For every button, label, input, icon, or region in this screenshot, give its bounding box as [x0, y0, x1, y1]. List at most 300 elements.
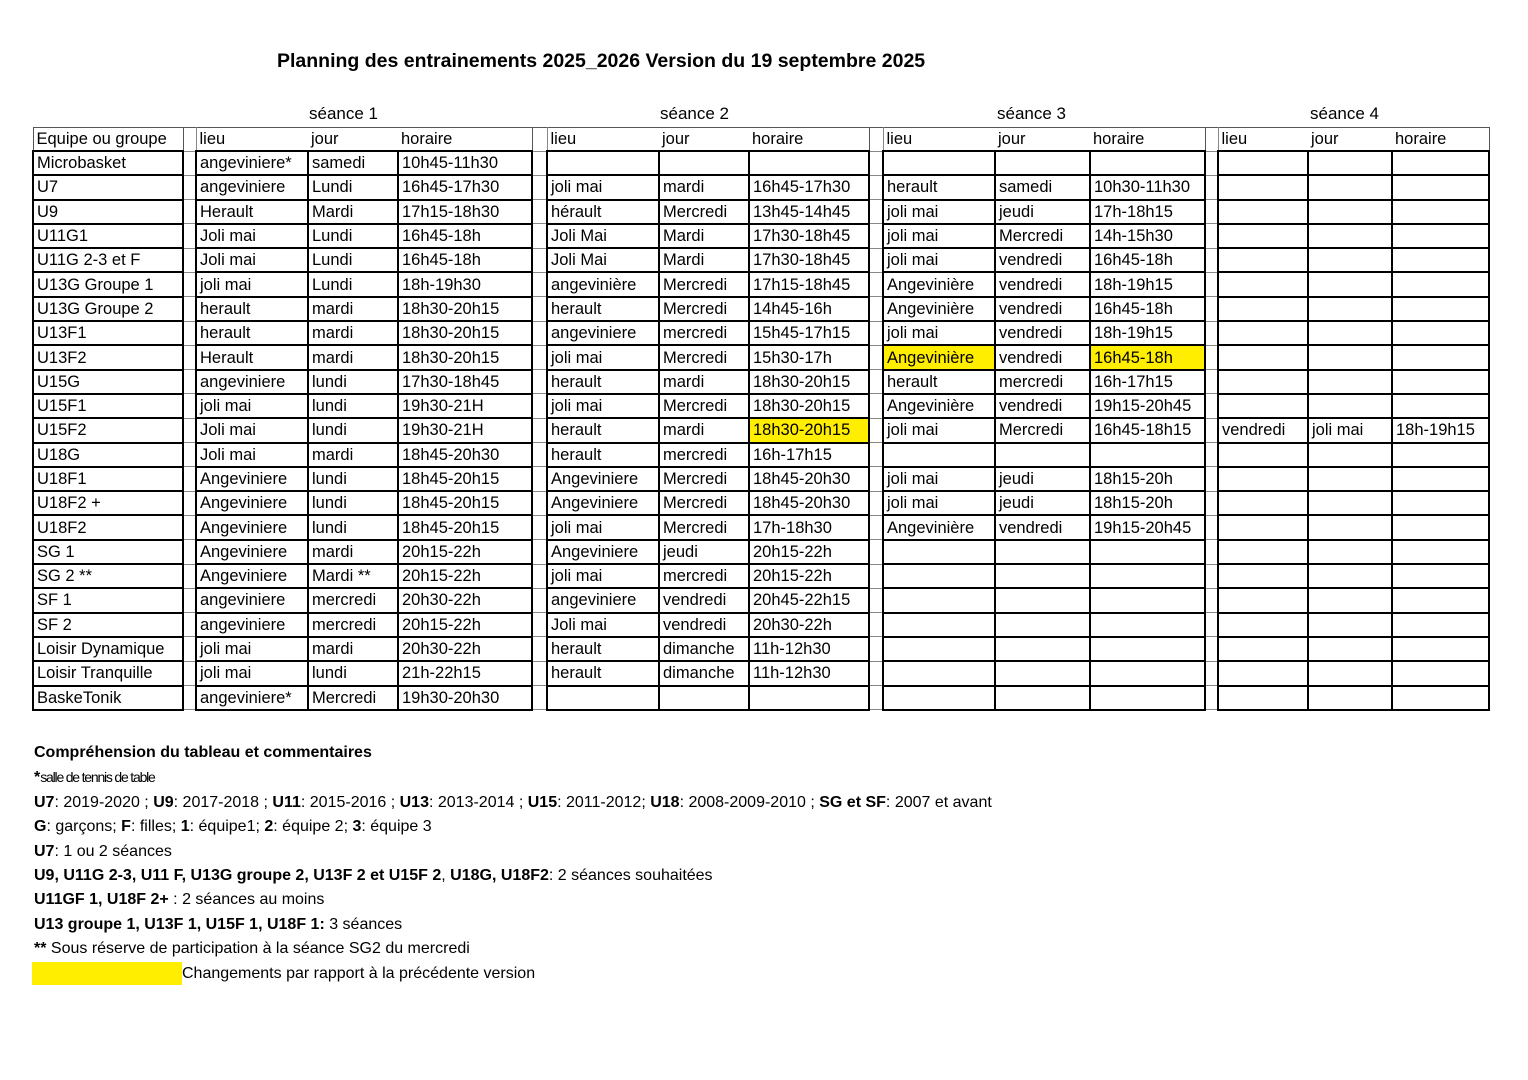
cell-s1-jour: lundi [308, 515, 398, 539]
cell-s3-jour: vendredi [995, 345, 1090, 369]
cell-s3-lieu: joli mai [883, 224, 995, 248]
cell-s2-horaire: 17h30-18h45 [749, 248, 869, 272]
cell-s1-lieu: angeviniere [196, 613, 308, 637]
cell-s3-jour: vendredi [995, 272, 1090, 296]
cell-s1-lieu: angeviniere [196, 588, 308, 612]
cell-s1-lieu: Joli mai [196, 418, 308, 442]
cell-s4-horaire [1392, 224, 1489, 248]
column-separator [1205, 564, 1218, 588]
note-label: G [34, 818, 47, 836]
column-separator [869, 637, 883, 661]
column-separator [532, 540, 547, 564]
cell-s2-lieu: joli mai [547, 564, 659, 588]
cell-s4-jour: joli mai [1308, 418, 1392, 442]
column-separator [532, 151, 547, 175]
column-separator [869, 128, 883, 152]
cell-s2-horaire: 17h15-18h45 [749, 272, 869, 296]
cell-equipe: U18F2 + [33, 491, 183, 515]
column-separator [1205, 272, 1218, 296]
cell-s1-lieu: angeviniere [196, 175, 308, 199]
cell-s3-lieu: herault [883, 370, 995, 394]
cell-s3-lieu: joli mai [883, 491, 995, 515]
cell-s4-jour [1308, 467, 1392, 491]
cell-s2-jour: Mercredi [659, 345, 749, 369]
cell-s4-lieu [1218, 200, 1308, 224]
note-text: , [441, 867, 451, 885]
cell-s4-lieu [1218, 443, 1308, 467]
cell-s2-lieu: hérault [547, 200, 659, 224]
cell-s2-lieu: herault [547, 370, 659, 394]
cell-s2-jour [659, 686, 749, 710]
cell-s4-lieu [1218, 151, 1308, 175]
column-separator [183, 661, 196, 685]
column-separator [1205, 394, 1218, 418]
cell-equipe: U13G Groupe 1 [33, 272, 183, 296]
cell-s3-jour: Mercredi [995, 224, 1090, 248]
column-separator [532, 200, 547, 224]
column-separator [1205, 540, 1218, 564]
cell-s2-horaire: 20h30-22h [749, 613, 869, 637]
column-separator [1205, 248, 1218, 272]
cell-s3-lieu [883, 540, 995, 564]
header-jour: jour [659, 128, 749, 152]
cell-equipe: U13G Groupe 2 [33, 297, 183, 321]
table-row [33, 175, 1489, 199]
column-separator [183, 564, 196, 588]
column-separator [532, 224, 547, 248]
cell-s4-jour [1308, 491, 1392, 515]
cell-s4-jour [1308, 272, 1392, 296]
cell-s1-horaire: 20h30-22h [398, 588, 532, 612]
cell-s2-horaire: 14h45-16h [749, 297, 869, 321]
cell-s4-horaire [1392, 491, 1489, 515]
column-separator [869, 686, 883, 710]
cell-equipe: U9 [33, 200, 183, 224]
cell-s1-horaire: 21h-22h15 [398, 661, 532, 685]
header-lieu: lieu [196, 128, 308, 152]
table-row [33, 418, 1489, 442]
cell-s1-horaire: 10h45-11h30 [398, 151, 532, 175]
cell-equipe: SF 1 [33, 588, 183, 612]
cell-s3-horaire: 14h-15h30 [1090, 224, 1205, 248]
note-text: : 2011-2012; [557, 793, 651, 811]
cell-s4-horaire [1392, 686, 1489, 710]
cell-s4-horaire [1392, 321, 1489, 345]
column-separator [1205, 128, 1218, 152]
table-row [33, 443, 1489, 467]
cell-s2-jour: Mercredi [659, 272, 749, 296]
cell-s4-lieu [1218, 297, 1308, 321]
cell-s2-horaire: 11h-12h30 [749, 661, 869, 685]
table-row [33, 637, 1489, 661]
cell-s2-jour: Mercredi [659, 515, 749, 539]
cell-s1-horaire: 19h30-20h30 [398, 686, 532, 710]
note-label: U18G, U18F2 [450, 867, 549, 885]
cell-s3-horaire: 16h45-18h [1090, 248, 1205, 272]
cell-equipe: U15G [33, 370, 183, 394]
cell-s2-horaire: 18h30-20h15 [749, 370, 869, 394]
column-separator [532, 661, 547, 685]
cell-s3-horaire [1090, 637, 1205, 661]
cell-s1-jour: Lundi [308, 224, 398, 248]
cell-s1-jour: lundi [308, 467, 398, 491]
header-horaire: horaire [1090, 128, 1205, 152]
cell-equipe: BaskeTonik [33, 686, 183, 710]
cell-s2-lieu: angeviniere [547, 588, 659, 612]
column-separator [183, 224, 196, 248]
cell-s1-horaire: 18h30-20h15 [398, 345, 532, 369]
cell-s4-horaire [1392, 175, 1489, 199]
cell-s1-jour: mardi [308, 345, 398, 369]
cell-s4-jour [1308, 345, 1392, 369]
document-title: Planning des entrainements 2025_2026 Version du 19 septembre 2025 [277, 50, 926, 72]
column-separator [1205, 345, 1218, 369]
cell-s2-horaire [749, 151, 869, 175]
note-text: : 2 séances souhaitées [548, 867, 713, 885]
cell-equipe: U13F2 [33, 345, 183, 369]
note-label: U11 [272, 793, 301, 811]
cell-s3-horaire: 18h-19h15 [1090, 321, 1205, 345]
note-text: : filles; [130, 818, 181, 836]
column-separator [532, 248, 547, 272]
cell-s3-lieu [883, 637, 995, 661]
cell-s3-lieu [883, 613, 995, 637]
cell-s4-lieu [1218, 564, 1308, 588]
column-separator [532, 175, 547, 199]
cell-s3-horaire: 18h-19h15 [1090, 272, 1205, 296]
cell-s1-lieu: angeviniere* [196, 151, 308, 175]
header-equipe: Equipe ou groupe [33, 128, 183, 152]
cell-equipe: U15F1 [33, 394, 183, 418]
header-lieu: lieu [883, 128, 995, 152]
cell-s4-lieu [1218, 588, 1308, 612]
cell-s3-jour: Mercredi [995, 418, 1090, 442]
note-text: : 2013-2014 ; [428, 793, 528, 811]
cell-s4-jour [1308, 248, 1392, 272]
cell-s1-lieu: herault [196, 297, 308, 321]
table-row [33, 321, 1489, 345]
column-separator [532, 686, 547, 710]
table-row [33, 686, 1489, 710]
column-separator [1205, 224, 1218, 248]
cell-s1-horaire: 20h15-22h [398, 564, 532, 588]
cell-s2-lieu: herault [547, 661, 659, 685]
cell-s3-horaire: 16h45-18h15 [1090, 418, 1205, 442]
note-text: : 2017-2018 ; [173, 793, 273, 811]
cell-s2-horaire: 13h45-14h45 [749, 200, 869, 224]
cell-s2-horaire: 20h45-22h15 [749, 588, 869, 612]
note-label: 2 [264, 818, 274, 836]
cell-s4-lieu [1218, 175, 1308, 199]
header-horaire: horaire [1392, 128, 1489, 152]
cell-s3-horaire [1090, 564, 1205, 588]
cell-s3-jour [995, 588, 1090, 612]
cell-s4-horaire [1392, 200, 1489, 224]
note-label: U13 [399, 793, 429, 811]
cell-s4-horaire [1392, 564, 1489, 588]
cell-s3-lieu [883, 151, 995, 175]
cell-s3-jour [995, 661, 1090, 685]
cell-s1-horaire: 16h45-18h [398, 224, 532, 248]
column-separator [183, 200, 196, 224]
cell-s2-jour: mardi [659, 418, 749, 442]
cell-s1-lieu: Angeviniere [196, 564, 308, 588]
cell-s2-jour: Mercredi [659, 200, 749, 224]
cell-s1-jour: mardi [308, 540, 398, 564]
note-text: : équipe 2; [273, 818, 353, 836]
cell-s4-horaire [1392, 443, 1489, 467]
note-text: : équipe1; [189, 818, 265, 836]
note-label: U11GF 1, U18F 2+ [34, 891, 169, 909]
column-separator [1205, 200, 1218, 224]
cell-s2-jour: Mardi [659, 248, 749, 272]
column-separator [1205, 418, 1218, 442]
cell-equipe: SF 2 [33, 613, 183, 637]
cell-equipe: Microbasket [33, 151, 183, 175]
cell-s2-jour: mardi [659, 175, 749, 199]
cell-s3-lieu [883, 588, 995, 612]
cell-s1-lieu: joli mai [196, 394, 308, 418]
note-text: : garçons; [46, 818, 122, 836]
cell-s1-lieu: Angeviniere [196, 467, 308, 491]
column-separator [1205, 491, 1218, 515]
cell-s3-horaire [1090, 686, 1205, 710]
cell-s4-horaire [1392, 248, 1489, 272]
cell-s3-horaire: 10h30-11h30 [1090, 175, 1205, 199]
cell-s3-horaire: 16h45-18h [1090, 297, 1205, 321]
header-jour: jour [995, 128, 1090, 152]
u7-note [34, 840, 992, 864]
note-label: U9 [153, 793, 174, 811]
cell-equipe: U7 [33, 175, 183, 199]
seance-4-label: séance 4 [1310, 104, 1379, 123]
cell-s3-horaire [1090, 151, 1205, 175]
age-categories-note [34, 791, 992, 815]
cell-s2-lieu: joli mai [547, 515, 659, 539]
note-label: 3 [352, 818, 362, 836]
cell-s3-jour [995, 443, 1090, 467]
cell-s2-jour: jeudi [659, 540, 749, 564]
note-label: U18 [650, 793, 680, 811]
column-separator [532, 297, 547, 321]
header-horaire: horaire [749, 128, 869, 152]
cell-s4-horaire [1392, 540, 1489, 564]
cell-s1-lieu: Herault [196, 345, 308, 369]
column-separator [1205, 297, 1218, 321]
cell-s1-jour: Mardi ** [308, 564, 398, 588]
column-separator [869, 175, 883, 199]
column-separator [1205, 175, 1218, 199]
column-separator [869, 224, 883, 248]
cell-s2-lieu: herault [547, 297, 659, 321]
cell-s2-horaire: 15h30-17h [749, 345, 869, 369]
cell-s3-lieu [883, 443, 995, 467]
cell-s4-lieu [1218, 686, 1308, 710]
cell-s3-jour: mercredi [995, 370, 1090, 394]
note-text: : équipe 3 [361, 818, 432, 836]
cell-s2-jour [659, 151, 749, 175]
cell-s4-horaire [1392, 151, 1489, 175]
cell-s1-horaire: 18h45-20h30 [398, 443, 532, 467]
cell-s4-jour [1308, 540, 1392, 564]
column-separator [183, 588, 196, 612]
cell-s2-jour: dimanche [659, 661, 749, 685]
header-lieu: lieu [547, 128, 659, 152]
column-separator [183, 128, 196, 152]
cell-s4-lieu [1218, 613, 1308, 637]
legend-text: Changements par rapport à la précédente version [182, 964, 536, 982]
note-label: U7 [34, 842, 55, 860]
cell-s4-horaire [1392, 345, 1489, 369]
seance-2-label: séance 2 [660, 104, 729, 123]
column-separator [532, 637, 547, 661]
cell-s2-jour: Mercredi [659, 491, 749, 515]
cell-s1-jour: Lundi [308, 175, 398, 199]
cell-s1-horaire: 16h45-17h30 [398, 175, 532, 199]
cell-s3-jour [995, 151, 1090, 175]
cell-s1-jour: lundi [308, 394, 398, 418]
column-separator [1205, 637, 1218, 661]
cell-s2-jour: mardi [659, 370, 749, 394]
cell-s3-lieu: herault [883, 175, 995, 199]
column-separator [183, 394, 196, 418]
cell-s2-jour: mercredi [659, 321, 749, 345]
column-separator [183, 321, 196, 345]
cell-s1-horaire: 18h45-20h15 [398, 491, 532, 515]
cell-equipe: U11G1 [33, 224, 183, 248]
cell-s4-lieu [1218, 661, 1308, 685]
note-label: F [121, 818, 131, 836]
cell-s4-jour [1308, 443, 1392, 467]
column-separator [869, 661, 883, 685]
cell-s2-lieu: joli mai [547, 394, 659, 418]
cell-s2-horaire: 15h45-17h15 [749, 321, 869, 345]
column-separator [869, 418, 883, 442]
note-label: U13 groupe 1, U13F 1, U15F 1, U18F 1: [34, 915, 325, 933]
note-text: Sous réserve de participation à la séance SG2 du mercredi [46, 940, 470, 958]
table-row [33, 370, 1489, 394]
cell-s2-lieu: angeviniere [547, 321, 659, 345]
cell-s2-horaire: 20h15-22h [749, 564, 869, 588]
cell-s4-horaire [1392, 272, 1489, 296]
cell-s3-jour: vendredi [995, 321, 1090, 345]
column-separator [183, 467, 196, 491]
cell-s4-lieu: vendredi [1218, 418, 1308, 442]
note-label: ** [34, 940, 47, 958]
cell-s4-jour [1308, 151, 1392, 175]
cell-equipe: U15F2 [33, 418, 183, 442]
cell-s4-lieu [1218, 467, 1308, 491]
cell-s1-jour: mardi [308, 321, 398, 345]
cell-s3-jour: jeudi [995, 491, 1090, 515]
column-separator [183, 175, 196, 199]
cell-s1-jour: mercredi [308, 613, 398, 637]
cell-s2-jour: Mercredi [659, 297, 749, 321]
cell-s2-jour: dimanche [659, 637, 749, 661]
cell-s3-horaire [1090, 443, 1205, 467]
cell-s3-lieu: joli mai [883, 467, 995, 491]
seance-1-label: séance 1 [309, 104, 378, 123]
cell-s4-jour [1308, 637, 1392, 661]
note-label: U9, U11G 2-3, U11 F, U13G groupe 2, U13F 2 et U15F 2 [34, 867, 442, 885]
column-separator [869, 564, 883, 588]
column-separator [183, 491, 196, 515]
cell-s4-jour [1308, 394, 1392, 418]
cell-s2-horaire: 16h-17h15 [749, 443, 869, 467]
three-sessions-note [34, 913, 992, 937]
cell-s4-jour [1308, 661, 1392, 685]
cell-s2-lieu: joli mai [547, 175, 659, 199]
cell-s2-horaire: 16h45-17h30 [749, 175, 869, 199]
cell-s3-horaire [1090, 661, 1205, 685]
cell-s3-horaire: 19h15-20h45 [1090, 394, 1205, 418]
cell-s4-horaire [1392, 637, 1489, 661]
column-separator [1205, 321, 1218, 345]
cell-s3-horaire [1090, 588, 1205, 612]
column-separator [1205, 686, 1218, 710]
cell-s3-horaire: 16h45-18h [1090, 345, 1205, 369]
cell-s1-lieu: angeviniere [196, 370, 308, 394]
cell-s4-jour [1308, 686, 1392, 710]
table-row [33, 564, 1489, 588]
column-separator [869, 540, 883, 564]
column-separator [869, 297, 883, 321]
cell-s4-jour [1308, 224, 1392, 248]
header-horaire: horaire [398, 128, 532, 152]
cell-s4-jour [1308, 200, 1392, 224]
note-text: : 1 ou 2 séances [54, 842, 172, 860]
table-row [33, 467, 1489, 491]
cell-s1-horaire: 20h15-22h [398, 613, 532, 637]
cell-s4-lieu [1218, 491, 1308, 515]
header-jour: jour [1308, 128, 1392, 152]
table-row [33, 661, 1489, 685]
column-separator [869, 200, 883, 224]
cell-s4-lieu [1218, 515, 1308, 539]
column-separator [1205, 661, 1218, 685]
cell-s4-lieu [1218, 345, 1308, 369]
cell-s2-jour: mercredi [659, 564, 749, 588]
column-separator [869, 394, 883, 418]
cell-s1-horaire: 20h30-22h [398, 637, 532, 661]
note-label: U7 [34, 793, 55, 811]
cell-s1-lieu: Herault [196, 200, 308, 224]
column-separator [1205, 443, 1218, 467]
cell-s2-lieu: Angeviniere [547, 540, 659, 564]
cell-equipe: Loisir Dynamique [33, 637, 183, 661]
cell-s1-lieu: herault [196, 321, 308, 345]
cell-s1-jour: lundi [308, 661, 398, 685]
column-separator [183, 686, 196, 710]
cell-s4-horaire [1392, 613, 1489, 637]
column-separator [869, 151, 883, 175]
cell-s1-jour: mardi [308, 297, 398, 321]
cell-s1-lieu: Angeviniere [196, 491, 308, 515]
cell-s2-horaire: 18h30-20h15 [749, 394, 869, 418]
planning-body [33, 151, 1489, 710]
cell-s3-lieu: Angevinière [883, 515, 995, 539]
cell-s3-lieu [883, 686, 995, 710]
column-separator [532, 613, 547, 637]
cell-s4-jour [1308, 175, 1392, 199]
column-separator [532, 321, 547, 345]
codes-note [34, 815, 992, 839]
column-separator [183, 297, 196, 321]
cell-s3-jour: jeudi [995, 467, 1090, 491]
column-separator [183, 345, 196, 369]
cell-s3-horaire [1090, 540, 1205, 564]
column-separator [532, 515, 547, 539]
